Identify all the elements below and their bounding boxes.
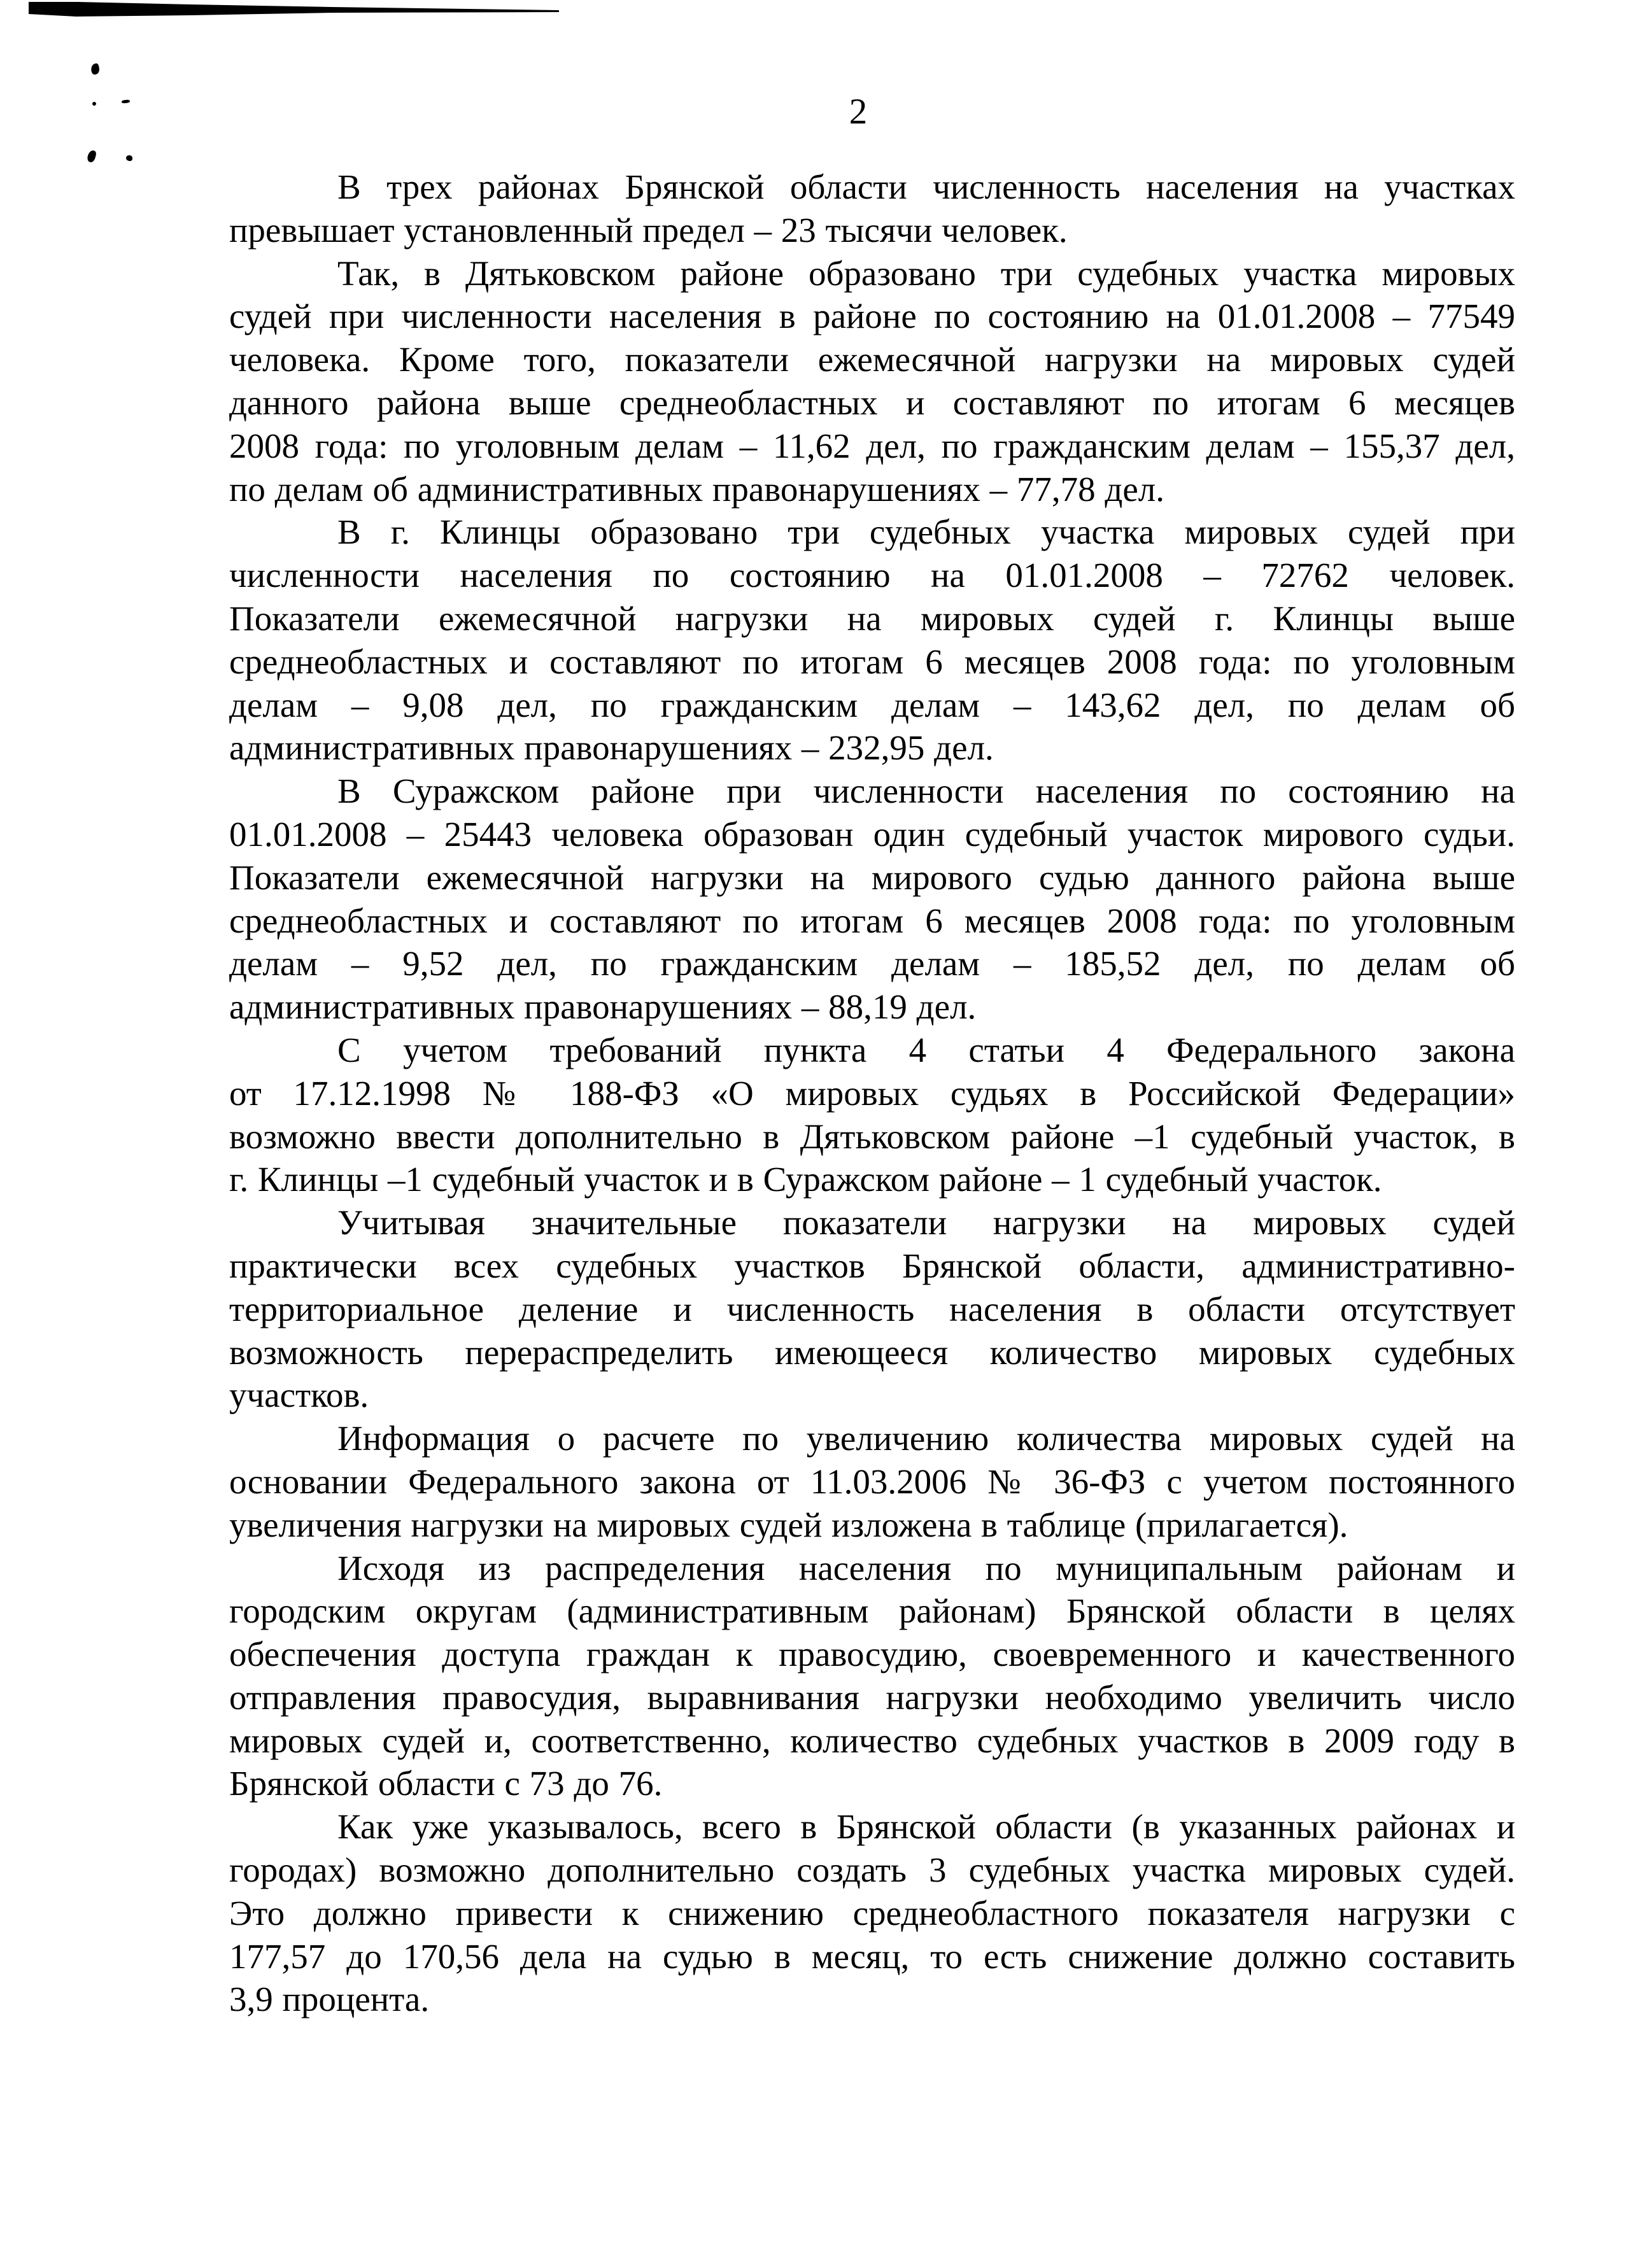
text-line: 01.01.2008 – 25443 человека образован один судебный участок мирового судьи. bbox=[229, 814, 1515, 854]
text-line: по делам об административных правонарушениях – 77,78 дел. bbox=[229, 469, 1164, 509]
text-line: практически всех судебных участков Брянской области, административно- bbox=[229, 1246, 1515, 1285]
text-line: человека. Кроме того, показатели ежемесячной нагрузки на мировых судей bbox=[229, 340, 1515, 379]
text-line: основании Федерального закона от 11.03.2006 № 36-ФЗ с учетом постоянного bbox=[229, 1462, 1515, 1501]
text-line: превышает установленный предел – 23 тысячи человек. bbox=[229, 210, 1068, 250]
text-line: городским округам (административным районам) Брянской области в целях bbox=[229, 1591, 1515, 1631]
ink-speck bbox=[87, 150, 97, 164]
text-line: возможно ввести дополнительно в Дятьковском районе –1 судебный участок, в bbox=[229, 1116, 1515, 1156]
ink-speck bbox=[90, 63, 100, 75]
text-line: административных правонарушениях – 88,19 дел. bbox=[229, 987, 977, 1027]
text-line: Брянской области с 73 до 76. bbox=[229, 1764, 663, 1803]
text-line: делам – 9,08 дел, по гражданским делам – 143,62 дел, по делам об bbox=[229, 685, 1515, 724]
text-line: численности населения по состоянию на 01.01.2008 – 72762 человек. bbox=[229, 556, 1515, 595]
text-line: В трех районах Брянской области численность населения на участках bbox=[337, 167, 1515, 206]
ink-speck bbox=[126, 155, 132, 161]
text-line: С учетом требований пункта 4 статьи 4 Федерального закона bbox=[337, 1030, 1515, 1069]
text-line: 2008 года: по уголовным делам – 11,62 дел, по гражданским делам – 155,37 дел, bbox=[229, 426, 1515, 465]
scan-streak-artifact bbox=[0, 0, 637, 38]
text-line: Показатели ежемесячной нагрузки на мирового судью данного района выше bbox=[229, 857, 1515, 897]
text-line: Исходя из распределения населения по муниципальным районам и bbox=[337, 1548, 1515, 1588]
text-line: 177,57 до 170,56 дела на судью в месяц, то есть снижение должно составить bbox=[229, 1936, 1515, 1976]
document-body bbox=[229, 166, 1515, 2021]
text-line: Как уже указывалось, всего в Брянской области (в указанных районах и bbox=[337, 1807, 1515, 1847]
text-line: Показатели ежемесячной нагрузки на мировых судей г. Клинцы выше bbox=[229, 598, 1515, 638]
ink-speck bbox=[122, 99, 130, 103]
text-line: В Суражском районе при численности населения по состоянию на bbox=[337, 771, 1515, 811]
text-line: административных правонарушениях – 232,95 дел. bbox=[229, 728, 994, 768]
text-line: участков. bbox=[229, 1376, 369, 1415]
text-line: возможность перераспределить имеющееся количество мировых судебных bbox=[229, 1332, 1515, 1372]
text-line: Информация о расчете по увеличению количества мировых судей на bbox=[337, 1419, 1515, 1458]
text-line: городах) возможно дополнительно создать 3 судебных участка мировых судей. bbox=[229, 1850, 1515, 1890]
text-line: отправления правосудия, выравнивания нагрузки необходимо увеличить число bbox=[229, 1677, 1515, 1717]
page-number: 2 bbox=[849, 92, 868, 132]
text-line: мировых судей и, соответственно, количество судебных участков в 2009 году в bbox=[229, 1721, 1515, 1760]
text-line: Так, в Дятьковском районе образовано три судебных участка мировых bbox=[337, 253, 1515, 293]
text-line: 3,9 процента. bbox=[229, 1980, 430, 2019]
text-line: В г. Клинцы образовано три судебных участка мировых судей при bbox=[337, 512, 1515, 552]
text-line: Это должно привести к снижению среднеобластного показателя нагрузки с bbox=[229, 1893, 1515, 1933]
ink-speck bbox=[92, 102, 96, 106]
text-line: данного района выше среднеобластных и составляют по итогам 6 месяцев bbox=[229, 383, 1515, 422]
text-line: делам – 9,52 дел, по гражданским делам – 185,52 дел, по делам об bbox=[229, 944, 1515, 983]
text-line: г. Клинцы –1 судебный участок и в Суражском районе – 1 судебный участок. bbox=[229, 1160, 1382, 1199]
text-line: от 17.12.1998 № 188-ФЗ «О мировых судьях в Российской Федерации» bbox=[229, 1073, 1515, 1113]
text-line: среднеобластных и составляют по итогам 6 месяцев 2008 года: по уголовным bbox=[229, 642, 1515, 681]
text-line: территориальное деление и численность населения в области отсутствует bbox=[229, 1289, 1515, 1328]
text-line: увеличения нагрузки на мировых судей изложена в таблице (прилагается). bbox=[229, 1505, 1348, 1544]
text-line: обеспечения доступа граждан к правосудию, своевременного и качественного bbox=[229, 1635, 1515, 1674]
text-line: Учитывая значительные показатели нагрузки на мировых судей bbox=[337, 1203, 1515, 1243]
text-line: судей при численности населения в районе по состоянию на 01.01.2008 – 77549 bbox=[229, 297, 1515, 336]
text-line: среднеобластных и составляют по итогам 6 месяцев 2008 года: по уголовным bbox=[229, 901, 1515, 940]
